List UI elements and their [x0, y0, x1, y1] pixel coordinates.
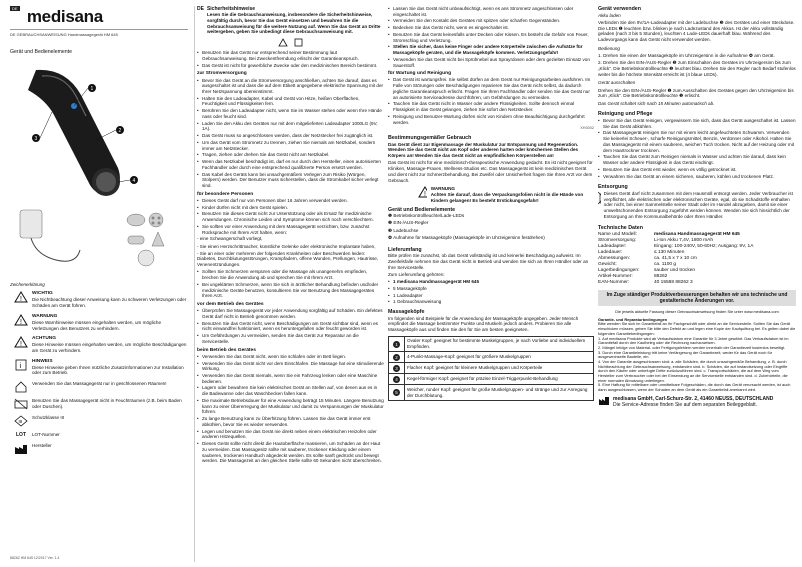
paragraph: Bitte wenden Sie sich im Garantiefall an Ihr Fachgeschäft oder direkt an die Servicestelle. Sollten Sie das Gerät einschicken müssen, geben Sie bitte den Defekt an und legen eine Kopie der Kaufquittung bei. Es gelten dabei die folgenden Garantiebedingungen:	[598, 321, 796, 336]
device-illustration	[6, 60, 188, 280]
clean-item: • Tauchen Sie das Gerät zum Reinigen niemals in Wasser und achten Sie darauf, dass kein Wasser oder andere Flüssigkeit in das Gerät eindringt.	[598, 154, 796, 165]
table-cell: Weicher, runder Kopf: geeignet für große Muskelgruppen- und stränge und zur Anregung der Durchblutung.	[405, 385, 594, 400]
maker-address: medisana GmbH, Carl-Schurz-Str. 2, 41460 NEUSS, DEUTSCHLAND	[613, 395, 774, 402]
legend-title: HINWEIS	[32, 358, 53, 364]
safety-item: • Verwenden Sie das Gerät niemals, wenn Sie ein Fahrzeug lenken oder eine Maschine bedienen.	[197, 373, 384, 384]
svg-text:i: i	[19, 362, 22, 370]
safety-item: • Stellen Sie sicher, dass keine Finger oder andere Körperteile zwischen die Aufsätze für Massageköpfe geraten, und die Massageköpfe kommen. Verletzungsgefahr!	[388, 44, 594, 55]
safety-subitem: - Sie einen Herzschrittmacher, künstliche Gelenke oder elektronische Implantate haben,	[197, 243, 376, 249]
table-cell: Ovaler Kopf: geeignet für bestimmte Muskelgruppen, je nach Vorliebe und individuellem Empfinden.	[405, 336, 594, 351]
section-heading: Massageköpfe	[388, 309, 425, 316]
table-row: 1 Ovaler Kopf: geeignet für bestimmte Muskelgruppen, je nach Vorliebe und individuellem Empfinden.	[389, 336, 594, 351]
legend-desc: Diese Hinweise müssen eingehalten werden, um mögliche Beschädigungen am Gerät zu verhindern.	[32, 342, 187, 353]
info-square-icon	[294, 38, 304, 47]
warning-title: WARNUNG	[430, 186, 455, 192]
legend-desc: Hersteller	[32, 443, 52, 449]
warning-triangle-icon	[10, 336, 32, 348]
massager-drawing	[6, 60, 188, 280]
legend-title: ACHTUNG	[32, 336, 56, 342]
clean-item: • Benutzen Sie das Gerät erst wieder, wenn es völlig getrocknet ist.	[598, 167, 796, 173]
device-part: ❷ EIN-/AUS-Regler	[388, 220, 429, 226]
safety-item: • Laden Sie den Akku des Gerätes nur mit dem mitgelieferten Ladeadapter 1000LG (9V, 1A).	[197, 121, 384, 132]
paragraph: Drehen Sie den EIN-/AUS-Regler ❷ zum Ausschalten des Gerätes gegen den Uhrzeigersinn bis zum „Klick“. Die Betriebskontrollleuchte ❶ erlischt.	[598, 87, 794, 99]
spec-row: Abmessungen: ca. 41,5 x 7 x 10 cm	[598, 255, 697, 261]
lot-label: LOT	[16, 432, 26, 439]
scope-item: • 5 Massageköpfe	[388, 286, 594, 292]
section-heading: Bestimmungsgemäßer Gebrauch	[388, 135, 472, 142]
service-note: Die Service-Adresse finden Sie auf dem separaten Beileggeblatt.	[613, 402, 757, 409]
paragraph: 1. Drehen Sie einen der Massageköpfe im Uhrzeigersinn in die Aufnahme ❹ am Gerät.	[598, 53, 775, 59]
safety-icons	[197, 38, 384, 47]
factory-icon	[10, 443, 32, 455]
safety-item: • Benutzen Sie das Gerät keinesfalls unter Decken oder Kissen. Es besteht die Gefahr von Feuer, Stromschlag und Verletzung.	[388, 32, 594, 43]
legend-desc: Schutzklasse III	[32, 415, 65, 421]
legend-lot	[10, 432, 188, 438]
column-usage	[388, 6, 594, 562]
safety-item: • Sie sollten vor einer Anwendung mit dem Massagegerät verzichten, bzw. zunächst Rücksprache mit Ihrem Arzt halten, wenn:	[197, 224, 384, 235]
subsection-heading: beim Betrieb des Gerätes	[197, 347, 256, 353]
spec-row: Stromversorgung: Li-Ion Akku 7,4V, 1800 mAh	[598, 237, 714, 243]
legend-note	[10, 359, 188, 376]
safety-item: • Vermeiden Sie den Kontakt des Gerätes mit spitzen oder scharfen Gegenständen.	[388, 18, 594, 24]
warranty-item: 4. Von der Garantie ausgeschlossen sind: a. alle Schäden, die durch unsachgemäße Behandlung, z. B. durch Nichtbeachtung der Gebrauchsanweisung, entstanden sind. b. Schäden, die auf Instandsetzung oder Eingriffe durch den Käufer oder unbefugte Dritte zurückzuführen sind. c. Transportschäden, die auf dem Weg vom Hersteller zum Verbraucher oder bei der Einsendung an die Servicestelle entstanden sind. d. Zubehörteile, die einer normalen Abnutzung unterliegen.	[598, 358, 788, 383]
svg-text:2: 2	[118, 127, 122, 134]
safety-item: • Tragen, ziehen oder drehen Sie das Gerät nicht am Netzkabel.	[197, 152, 384, 158]
massager-body-icon	[28, 70, 120, 196]
safety-item: • Verwenden Sie das Gerät nicht vor dem Einschlafen. Die Massage hat eine stimulierende Wirkung.	[197, 361, 384, 372]
tech-note: Im Zuge ständiger Produktverbesserungen behalten wir uns technische und gestalterische Änderungen vor.	[598, 290, 796, 307]
safety-item: • Wenn das Netzkabel beschädigt ist, darf es nur durch den Hersteller, einen autorisierten Fachhändler oder durch eine entsprechend qualifizierte Person ersetzt werden.	[197, 159, 384, 170]
safety-item: • Bedecken Sie das Gerät nicht, wenn es eingeschaltet ist.	[388, 25, 594, 31]
spec-row: EAN-Nummer: 40 15588 88262 3	[598, 279, 693, 285]
spec-row: Lagerbedingungen: sauber und trocken	[598, 267, 696, 273]
legend-class	[10, 415, 188, 427]
safety-item: • Die maximale Betriebsdauer für eine Anwendung beträgt 15 Minuten. Längere Benutzung kann zu einer Übererregung der Muskulatur und damit zu Verspannungen der Muskulatur führen.	[197, 398, 384, 415]
safety-item: • Das Kabel des Geräts kann bei unsachgemäßem Verlegen zum Risiko (Würgen, Stolpern) werden. Der Benutzer muss sicherstellen, dass die Stromkabel sicher verlegt sind.	[197, 172, 384, 189]
warning-text: Achten Sie darauf, dass die Verpackungsfolien nicht in die Hände von Kindern gelangen! Es besteht Erstickungsgefahr!	[430, 192, 584, 203]
safety-item: • Dieses Gerät sollte nicht direkt die Hautoberfläche massieren, um Schäden an der Haut zu vermeiden. Das Massagesitz sollte mit sauberer, trockener Kleidung oder einem sauberen, trockenen Handtuch abgedeckt werden. Es sollte sanft gedrückt und bewegt werden. Die Massagezeit an den gleichen Stelle sollte 60 Sekunden nicht überschreiten.	[197, 441, 384, 464]
section-heading: Entsorgung	[598, 184, 628, 191]
adapter-icon	[20, 210, 80, 261]
device-part: ❶ Betriebskontrollleuchte/Lade-LEDs	[388, 213, 465, 219]
column-operation	[598, 6, 796, 562]
scope-item: • 1 Ladeadapter	[388, 293, 594, 299]
safety-item: • Lagern oder bewahren Sie kein elektrisches Gerät an Stellen auf, von denen aus es in die Badewanne oder das Waschbecken fallen kann.	[197, 385, 384, 396]
svg-text:!: !	[20, 341, 22, 349]
warranty-item: 1. Auf medisana Produkte wird ab Verkaufsdatum eine Garantie für 3 Jahre gewährt. Das Verkaufsdatum ist im Garantiefall durch den Kaufbeleg oder die Rechnung nachzuweisen.	[598, 335, 789, 346]
safety-title: Sicherheitshinweise	[206, 6, 256, 12]
legend-indoor	[10, 381, 188, 393]
legend-desc: Benutzen Sie das Massagegerät nicht in Feuchträumen (z.B. beim Baden oder Duschen).	[32, 398, 182, 409]
device-part: ❸ Ladebuchse	[388, 227, 419, 233]
safety-item: • Bevor Sie das Gerät an die Stromversorgung anschließen, achten Sie darauf, dass es ausgeschaltet ist und dass die auf dem Etikett angegebene elektrische Spannung mit der Ihrer Netzspannung übereinstimmt.	[197, 78, 384, 95]
warning-triangle-icon	[10, 314, 32, 326]
safety-item: • Das Gerät ist wartungsfrei. Sie selbst dürfen an dem Gerät nur Reinigungsarbeiten ausführen. Im Falle von Störungen oder Beschädigungen reparieren Sie das Gerät nicht selbst, da dadurch jegliche Garantieanspruch erlischt. Fragen Sie Ihren Fachhändler oder senden Sie das Gerät nur an autorisierte Serviceadresse durchführen, um Gefährdungen zu vermeiden.	[388, 77, 594, 100]
subsection-heading: für Wartung und Reinigung	[388, 71, 452, 77]
clean-item: • Bevor Sie das Gerät reinigen, vergewissern Sie sich, dass das Gerät ausgeschaltet ist. Lassen Sie das Gerät abkühlen.	[598, 118, 796, 129]
warranty-item: 3. Durch eine Garantieleistung tritt keine Verlängerung der Garantiezeit, weder für das Gerät noch für ausgewechselte Bauteile, ein.	[598, 349, 773, 360]
device-section-title: Gerät und Bedienelemente	[10, 49, 73, 56]
legend-desc: LOT-Nummer	[32, 432, 60, 438]
subsection-heading: für besondere Personen	[197, 191, 254, 197]
legend-warning	[10, 314, 188, 331]
table-row: 4 Kegel-förmiger Kopf: geeignet für präzise Einzel-Triggerpunkt-Behandlung	[389, 374, 594, 385]
safety-subitem: - Sie an einer oder mehreren der folgenden Krankheiten oder Beschwerden leiden: Diabetes, Durchblutungsstörungen, Krampfadern, offene Wunden, Prellungen, Hautrisse, Venenentzündungen.	[197, 250, 379, 268]
legend-no-bath	[10, 398, 188, 410]
column-safety	[194, 6, 384, 562]
section-heading: Garantie- und Reparaturbedingungen	[598, 316, 668, 322]
warranty-item: 2. Mängel infolge von Material- oder Fertigungsfehlern werden innerhalb der Garantiezeit kostenlos beseitigt.	[598, 344, 786, 350]
table-row: 2 4-Punkt-Massage-Kopf: geeignet für größere Muskelgruppen	[389, 352, 594, 363]
paragraph: Zum Lieferumfang gehören:	[388, 271, 445, 277]
table-row: 3 Flacher Kopf: geeignet für kleinere Muskelgruppen und Körperteile	[389, 363, 594, 374]
warranty-item: 5. Eine Haftung für mittelbare oder unmittelbare Folgeschäden, die durch das Gerät verursacht werden, ist auch dann ausgeschlossen, wenn der Schaden an dem Gerät als ein Garantiefall anerkannt wird.	[598, 382, 791, 393]
safety-item: • Zu lange Benutzung kann zu Überhitzung führen. Lassen Sie das Gerät immer erst abkühlen, bevor Sie es wieder verwenden.	[197, 416, 384, 427]
paragraph: Das Gerät ist nicht für eine medizinisch-therapeutische Anwendung gedacht. Es ist nicht geeignet für Kliniken, Massage-Praxen, Wellness-Studios etc. Das Massagegerät ist kein medizinisches Gerät und dient nicht zur Schmerzbehandlung. Bei Zweifel oder Unsicherheit fragen Sie Ihren Arzt vor dem Gebrauch.	[388, 160, 593, 183]
spec-row: Artikel-Nummer: 88262	[598, 273, 668, 279]
xh-code: XH3002	[580, 126, 594, 131]
safety-item: • Tauchen Sie das Gerät nicht in Wasser oder andere Flüssigkeiten. Sollte dennoch einmal Flüssigkeit in das Gerät gelangen, ziehen Sie sofort den Netzstecker.	[388, 101, 594, 112]
safety-header	[197, 6, 384, 35]
table-cell: Flacher Kopf: geeignet für kleinere Muskelgruppen und Körperteile	[405, 363, 594, 374]
safety-item: • Verwenden Sie das Gerät nicht, wenn Sie schlafen oder im Bett liegen.	[197, 354, 384, 360]
safety-item: • Benutzen Sie dieses Gerät nicht zur Unterstützung oder als Ersatz für medizinische Anwendungen. Chronische Leiden und Symptome können sich noch verschlechtern.	[197, 211, 384, 222]
spec-row: Name und Modell: medisana Handmassagegerät HM 645	[598, 231, 740, 237]
spec-row: Gewicht: ca. 1100 g	[598, 261, 677, 267]
paragraph: Verbinden Sie den 9V/1A-Ladeadapter mit der Ladebuchse ❸ des Gerätes und einer Steckdose. Die LEDs ❶ leuchten bzw. blinken je nach Ladezustand des Akkus. Ist der Akku vollständig geladen (nach 3 bis 5 Stunden), leuchten 4 Lade-LEDs dauerhaft blau. Während des Ladevorgangs kann das Gerät nicht verwendet werden.	[598, 19, 795, 43]
table-row: 5 Weicher, runder Kopf: geeignet für große Muskelgruppen- und stränge und zur Anregung der Durchblutung.	[389, 385, 594, 400]
paragraph: 2. Drehen Sie den EIN-/AUS-Regler ❷ zum Einschalten des Gerätes im Uhrzeigersinn bis zum „Klick“. Die Betriebskontrollleuchte ❶ leuchtet blau. Drehen Sie den Regler nach Bedarf stufenlos weiter bis die höchste Intensität erreicht ist (4 blaue LEDs).	[598, 60, 796, 77]
spec-row: Ladeadapter: Eingang: 100-240V, 50-60Hz; Ausgang: 9V, 1A	[598, 243, 754, 249]
massage-heads-icon	[127, 213, 164, 266]
safety-item: • Das Gerät ist nicht für gewerbliche Zwecke oder den medizinischen Bereich bestimmt.	[197, 63, 384, 69]
section-heading: Lieferumfang	[388, 246, 422, 253]
no-bath-icon	[10, 398, 32, 410]
section-heading: Technische Daten	[598, 225, 643, 232]
safety-item: • Halten Sie den Ladeadapter, Kabel und Gerät von Hitze, heißen Oberflächen, Feuchtigkeit und Flüssigkeiten fern.	[197, 96, 384, 107]
safety-item: • Um Gefährdungen zu vermeiden, senden Sie das Gerät zur Reparatur an die Servicestelle.	[197, 333, 384, 344]
subsection-heading: Gerät ausschalten	[598, 80, 636, 86]
safety-subitem: - eine Schwangerschaft vorliegt,	[197, 236, 263, 242]
paragraph: Im folgenden sind Beispiele für die Anwendung der Massageköpfe angegeben. Jeder Mensch empfindet die Massage bestimmter Punkte und Muskeln jedoch anders. Probieren Sie alle Massageköpfe aus und finden Sie den für Sie am besten geeigneten.	[388, 315, 579, 333]
svg-text:4: 4	[132, 177, 136, 184]
paragraph: Dieses Gerät darf nicht zusammen mit dem Hausmüll entsorgt werden. Jeder Verbraucher ist verpflichtet, alle elektrischen oder elektronischen Geräte, egal, ob sie Schadstoffe enthalten oder nicht, bei einer Sammelstelle seiner Stadt oder im Handel abzugeben, damit sie einer umweltschonenden Entsorgung zugeführt werden können. Wenden Sie sich hinsichtlich der Entsorgung an Ihre Kommunalbehörde oder Ihren Händler.	[603, 190, 793, 219]
paragraph: Das Gerät schaltet sich nach 15 Minuten automatisch ab.	[598, 100, 715, 106]
info-square-icon	[10, 359, 32, 371]
safety-lead: Lesen Sie die Gebrauchsanweisung, insbesondere die Sicherheitshinweise, sorgfältig durch, bevor Sie das Gerät einsetzen und bewahren Sie die Gebrauchsanweisung für die weitere Nutzung auf. Wenn Sie das Gerät an Dritte weitergeben, geben Sie unbedingt diese Gebrauchsanweisung mit.	[206, 12, 381, 35]
section-heading: Gerät und Bedienelemente	[388, 206, 456, 213]
scope-item: • 1 medisana Handmassagegerät HM 645	[388, 279, 594, 285]
section-heading: Gerät verwenden	[598, 6, 641, 12]
brand-row	[6, 6, 188, 27]
subsection-heading: Bedienung	[598, 45, 620, 51]
warning-triangle-icon	[278, 38, 288, 47]
safety-item: • Benutzen Sie das Gerät nur entsprechend seiner Bestimmung laut Gebrauchsanweisung. Bei Zweckentfremdung erlischt der Garantieanspruch.	[197, 50, 384, 61]
factory-icon	[598, 396, 610, 406]
svg-text:!: !	[20, 296, 22, 304]
safety-item: • Reinigung und Benutzer-Wartung dürfen nicht von Kindern ohne Beaufsichtigung durchgeführt werden.	[388, 114, 594, 125]
section-heading: Reinigung und Pflege	[598, 111, 653, 118]
heads-table	[388, 336, 594, 401]
clean-item: • Verwahren Sie das Gerät an einem sicheren, sauberen, kühlen und trockenen Platz.	[598, 174, 796, 180]
clean-item: • Das Massagegerät reinigen Sie nur mit einem leicht angefeuchteten Schwamm. Verwenden Sie keinerlei Scheuer-, scharfe Reinigungsmittel, Benzin, Verdünner oder Alkohol. Halten Sie das Massagegerät mit einem sauberen, weichen Tuch trocken. Nicht auf der Heizung oder mit dem Haartrockner trocknen.	[598, 130, 796, 153]
protection-class-icon	[10, 415, 32, 427]
safety-item: • Benutzen Sie das Gerät nicht, wenn Beschädigungen am Gerät sichtbar sind, wenn es nicht einwandfrei funktioniert, wenn es heruntergefallen oder feucht geworden ist.	[197, 321, 384, 332]
table-cell: 4-Punkt-Massage-Kopf: geeignet für größere Muskelgruppen	[405, 352, 594, 363]
legend-desc: Die Nichtbeachtung dieser Anweisung kann zu schweren Verletzungen oder Schäden am Gerät führen.	[32, 297, 187, 309]
paragraph: Bitte prüfen Sie zunächst, ob das Gerät vollständig ist und keinerlei Beschädigung aufweist. Im Zweifelsfalle nehmen Sie das Gerät nicht in Betrieb und wenden Sie sich an Ihren Händler oder an Ihre Servicestelle.	[388, 253, 589, 270]
spec-row: Ladedauer: ≤ 130 Minuten	[598, 249, 685, 255]
warning-block	[418, 186, 594, 203]
safety-item: • Lassen Sie das Gerät nicht unbeaufsichtigt, wenn es ans Stromnetz angeschlossen oder eingeschaltet ist.	[388, 6, 594, 17]
legend-caution	[10, 336, 188, 353]
disposal-block	[598, 191, 796, 221]
web-note: Die jeweils aktuelle Fassung dieser Gebrauchsanweisung finden Sie unter www.medisana.com	[615, 309, 779, 315]
subsection-heading: Akku laden	[598, 12, 621, 18]
legend-title: WARNUNG	[32, 313, 58, 319]
paragraph: Das Gerät dient zur Eigenmassage der Muskulatur zur Entspannung und Regeneration. Wenden Sie das Gerät nicht am Kopf oder anderen harten oder knöchernen Stellen des Körpers an! Wenden Sie das Gerät nicht an empfindlichen Körperstellen an!	[388, 141, 579, 159]
safety-item: • Berühren Sie den Ladeadapter nicht, wenn Sie im Wasser stehen oder wenn Ihre Hände nass oder feucht sind.	[197, 108, 384, 119]
warning-triangle-icon	[418, 186, 427, 198]
legend-caption: Zeichenerklärung	[10, 281, 45, 287]
safety-item: • Kinder dürfen nicht mit dem Gerät spielen.	[197, 205, 384, 211]
svg-text:!: !	[20, 318, 22, 326]
legend-important	[10, 291, 188, 308]
legend-title: WICHTIG	[32, 291, 53, 297]
safety-item: • Dieses Gerät darf nur von Personen über 16 Jahren verwendet werden.	[197, 198, 384, 204]
legend-desc: Diese Hinweise geben Ihnen nützliche Zusatzinformationen zur Installation oder zum Betrieb.	[32, 364, 184, 376]
safety-item: • Bei ungeklärten Schmerzen, wenn Sie sich in ärztlicher Behandlung befinden und/oder medizinische Geräte benutzen, konsultieren Sie vor Benutzung des Massagegerätes Ihren Arzt.	[197, 282, 384, 299]
house-icon	[10, 381, 32, 393]
safety-item: • Sollten Sie Schmerzen verspüren oder die Massage als unangenehm empfinden, brechen Sie die Anwendung ab und sprechen Sie mit Ihrem Arzt.	[197, 269, 384, 280]
manual-subtitle: DE GEBRAUCHSANWEISUNG Handmassagegerät HM 645	[10, 29, 188, 37]
doc-code: 88262 HM 645 12/2017 Ver. 1.4	[10, 555, 60, 560]
svg-text:!: !	[424, 191, 426, 199]
table-cell: Kegel-förmiger Kopf: geeignet für präzise Einzel-Triggerpunkt-Behandlung	[405, 374, 594, 385]
brand-logo: medisana	[26, 7, 103, 26]
svg-text:3: 3	[34, 135, 38, 142]
legend-desc: Diese Warnhinweise müssen eingehalten werden, um mögliche Verletzungen des Benutzers zu verhindern.	[32, 319, 162, 331]
column-device-overview	[6, 6, 188, 562]
scope-item: • 1 Gebrauchsanweisung	[388, 299, 594, 305]
subsection-heading: vor dem Betrieb des Gerätes	[197, 302, 264, 308]
subsection-heading: zur Stromversorgung	[197, 71, 247, 77]
legend-maker	[10, 443, 188, 455]
maker-block	[598, 396, 796, 409]
safety-item: • Verwenden Sie das Gerät nicht bei Sprühnebel aus Sprayrdosen oder dem gezielten Einsatz von Sauerstoff.	[388, 57, 594, 68]
safety-item: • Legen und benutzen Sie das Gerät nie direkt neben einem elektrischen Heizofen oder anderen Hitzequellen.	[197, 429, 384, 440]
lang-heading: DE	[197, 6, 204, 12]
svg-text:III: III	[18, 419, 23, 425]
safety-item: • Das Gerät muss so angeschlossen werden, dass der Netzstecker frei zugänglich ist.	[197, 133, 384, 139]
warning-triangle-icon	[10, 291, 32, 303]
brand-badge: DE	[12, 6, 18, 11]
svg-text:1: 1	[90, 85, 94, 92]
safety-item: • Um das Gerät vom Stromnetz zu trennen, ziehen Sie niemals am Netzkabel, sondern immer am Netzstecker.	[197, 140, 384, 151]
crossed-bin-icon	[598, 191, 601, 205]
device-part: ❹ Aufnahme für Massageköpfe (Massageköpfe im Uhrzeigersinn festdrehen)	[388, 234, 545, 240]
safety-item: • Überprüfen Sie Massagegerät vor jeder Anwendung sorgfältig auf Schäden. Ein defektes Gerät darf nicht in Betrieb genommen werden.	[197, 308, 384, 319]
legend-desc: Verwenden Sie das Massagegerät nur in geschlossenen Räumen!	[32, 381, 167, 387]
